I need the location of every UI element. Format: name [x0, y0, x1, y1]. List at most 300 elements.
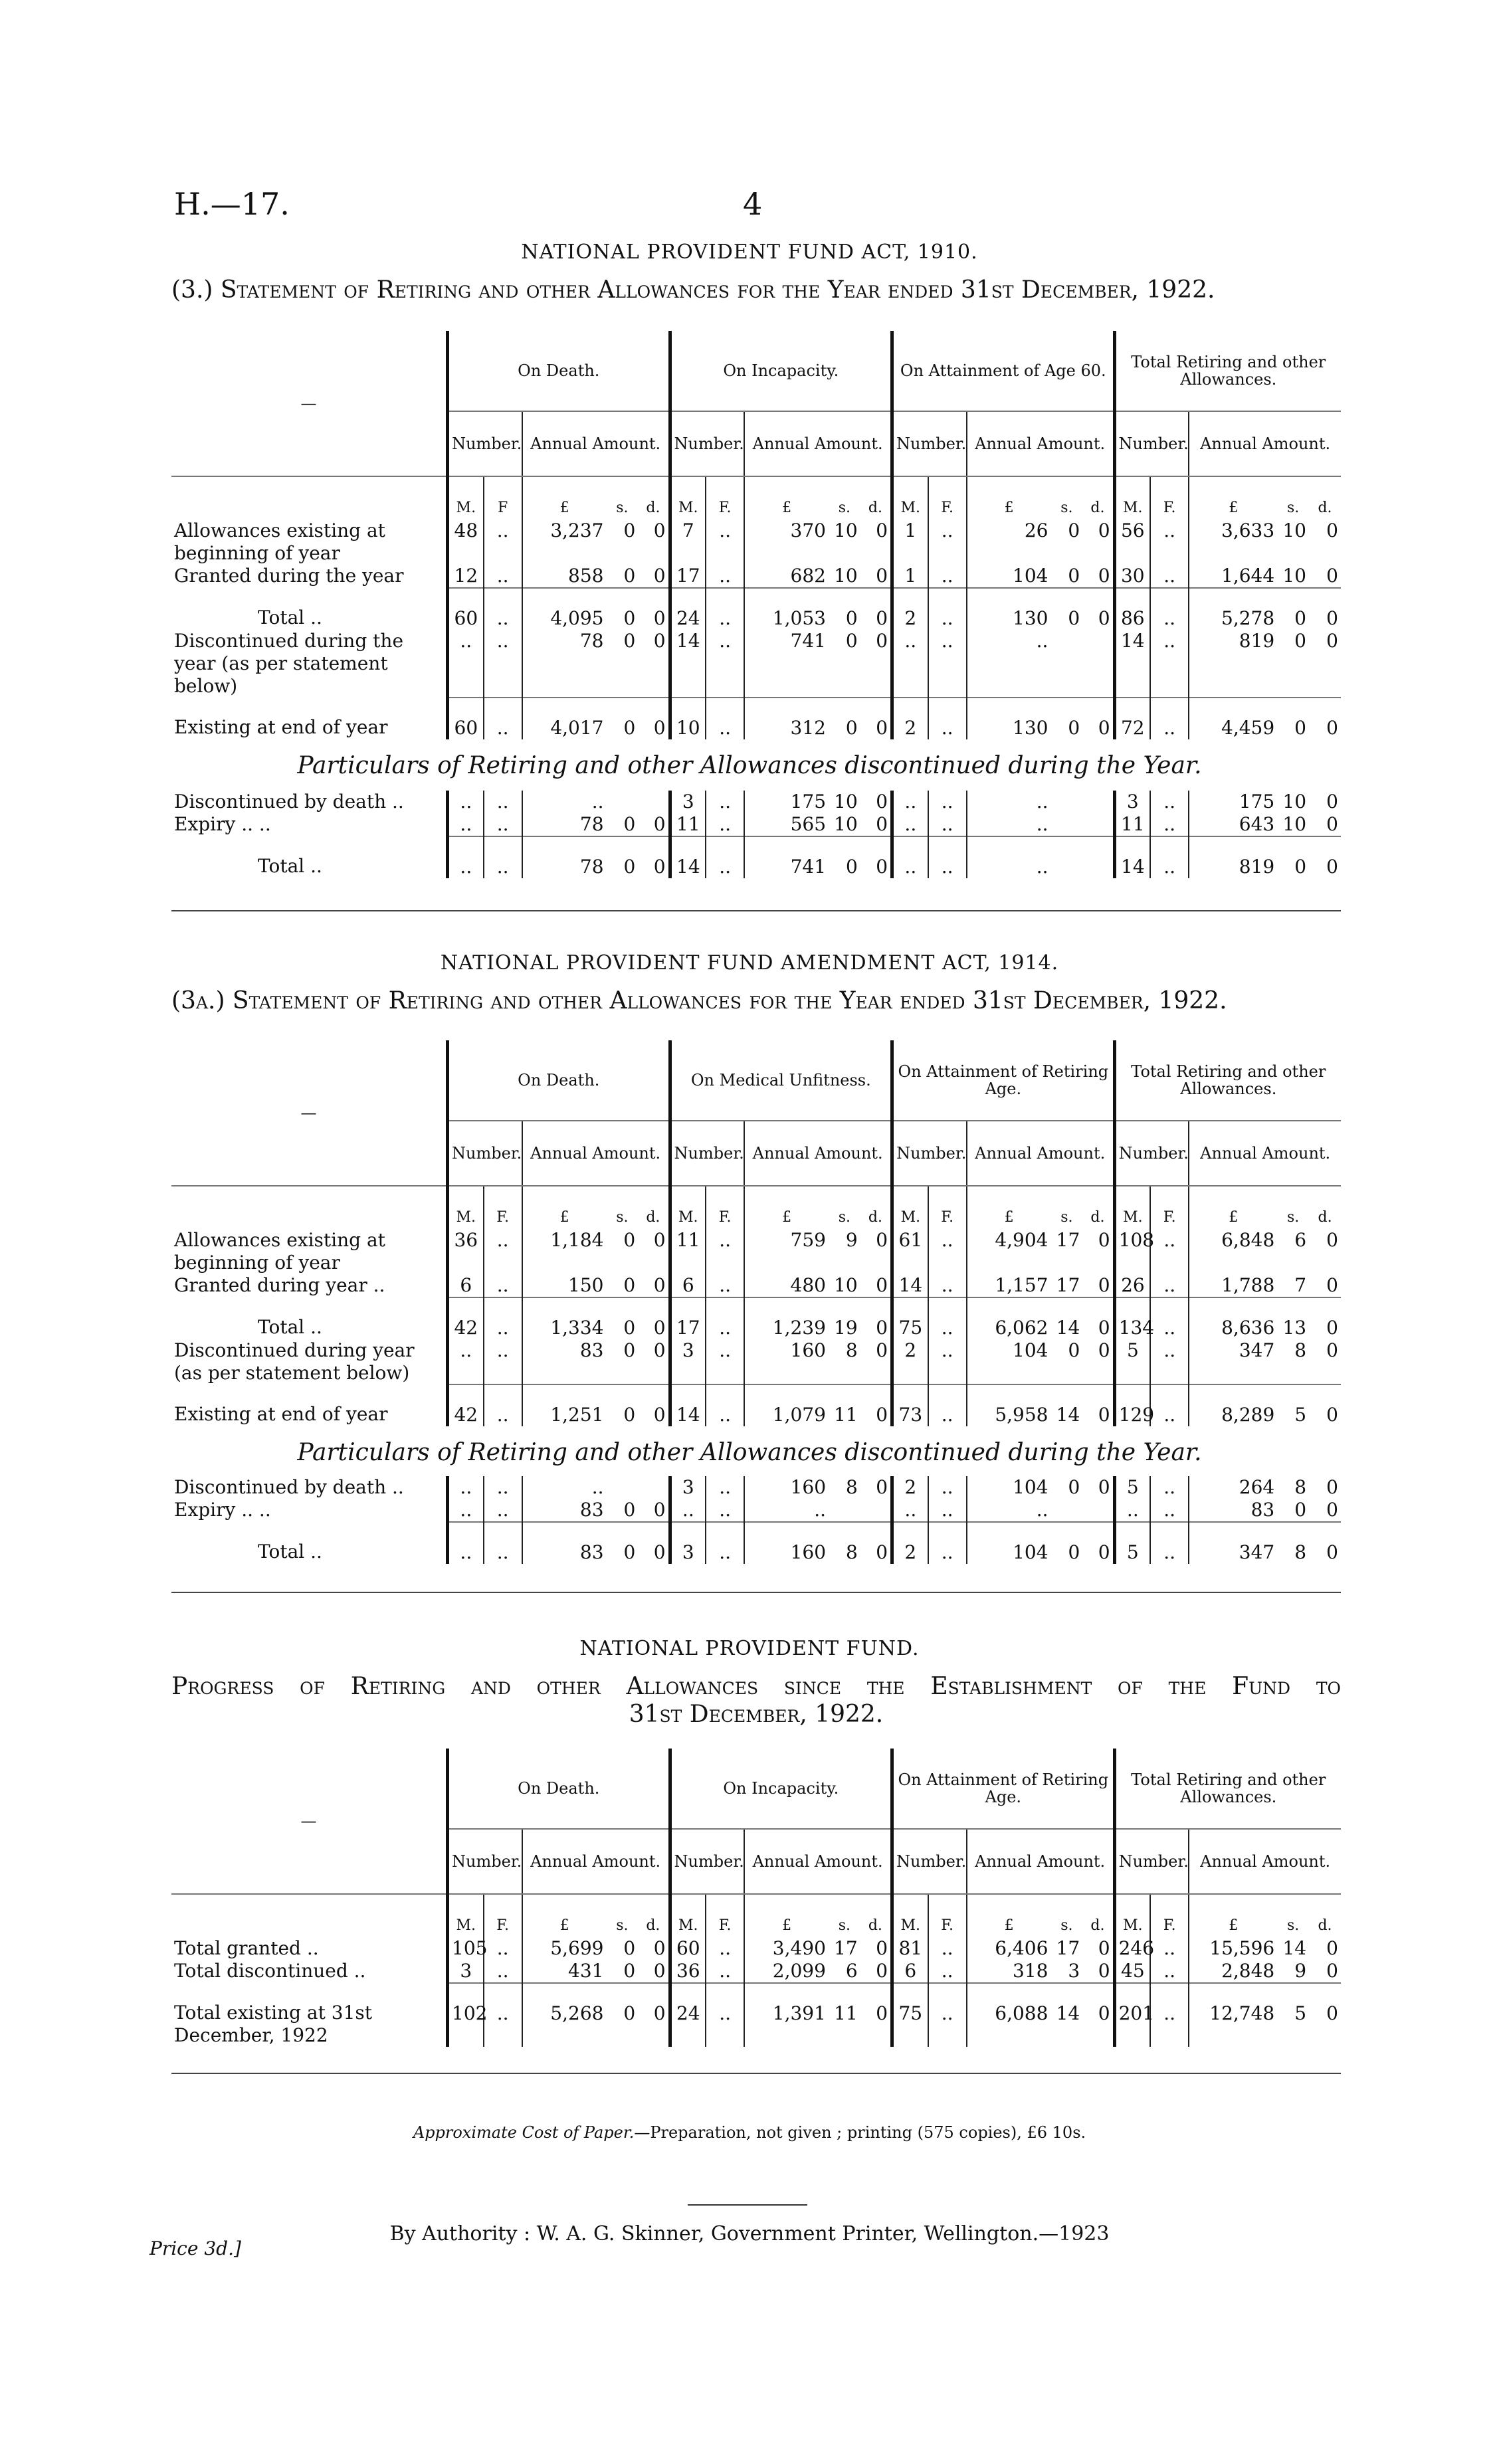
table-cell: ..	[1150, 1960, 1189, 1983]
table-cell: 6,848	[1189, 1229, 1277, 1274]
table-cell: 0	[653, 1499, 666, 1521]
group-header: Total Retiring and other Allowances.	[1114, 331, 1341, 411]
number-header: Number.	[1114, 411, 1189, 476]
table-row	[171, 1384, 1341, 1426]
table-cell: 0	[1326, 565, 1338, 587]
group-header: Total Retiring and other Allowances.	[1114, 1749, 1341, 1829]
spacer-cell	[1189, 1186, 1277, 1206]
table-cell: 1,157	[967, 1274, 1051, 1297]
table-cell: 0	[1068, 1339, 1080, 1361]
unit-label: M.	[448, 1206, 484, 1229]
table-cell: ..	[706, 588, 744, 630]
table-cell: ..	[448, 791, 484, 813]
table-cell: 42	[448, 1384, 484, 1426]
table-row	[171, 520, 1341, 565]
unit-label: d.	[868, 1917, 882, 1934]
amount-header: Annual Amount.	[1189, 1121, 1341, 1186]
table-cell: ..	[928, 1339, 967, 1384]
table-cell: 5	[1277, 1983, 1309, 2047]
cost-label: Approximate Cost of Paper.	[413, 2123, 635, 2142]
table-cell: 2	[892, 1476, 928, 1499]
table-cell: 0	[1098, 1937, 1110, 1959]
table-cell: 105	[448, 1937, 484, 1960]
table-cell: 1,053	[744, 588, 829, 630]
table-cell: 78	[522, 813, 607, 836]
group-header: Total Retiring and other Allowances.	[1114, 1040, 1341, 1121]
table-cell: 83	[522, 1499, 607, 1522]
table-cell: 0	[1098, 1339, 1110, 1361]
table-cell: 3	[670, 1522, 706, 1564]
table-cell: ..	[484, 1937, 522, 1960]
table-cell: 48	[448, 520, 484, 565]
amount-header: Annual Amount.	[744, 411, 892, 476]
table-cell: ..	[928, 520, 967, 565]
table-cell: ..	[928, 1274, 967, 1297]
table-cell: 17	[834, 1937, 858, 1959]
unit-label: s.	[616, 1917, 629, 1934]
table-cell: 19	[829, 1297, 860, 1339]
table-cell: 0	[606, 1983, 638, 2047]
authority-rule	[688, 2204, 807, 2206]
table-cell: 14	[1050, 1983, 1082, 2047]
unit-label: £	[522, 1206, 607, 1229]
table-cell: 5,699	[522, 1937, 607, 1960]
unit-label: £	[967, 1206, 1051, 1229]
table-cell: 0	[1082, 588, 1114, 630]
spacer-cell	[522, 1894, 607, 1915]
table-cell: 246	[1114, 1937, 1150, 1960]
table-cell: 0	[860, 698, 892, 739]
row-label: Total existing at 31st December, 1922	[174, 2002, 373, 2046]
table-cell	[638, 791, 670, 813]
table-cell: 4,459	[1189, 698, 1277, 739]
section-rule-1	[171, 910, 1341, 911]
table-cell: 17	[1056, 1229, 1080, 1251]
table-cell: 201	[1114, 1983, 1150, 2047]
table-cell: ..	[706, 1476, 744, 1499]
spacer-cell	[606, 476, 638, 497]
unit-label: F	[484, 497, 522, 520]
unit-label: F.	[928, 497, 967, 520]
table-row	[171, 588, 1341, 630]
table-cell: 26	[967, 520, 1051, 565]
group-header: On Medical Unfitness.	[670, 1040, 892, 1121]
act-heading-3: NATIONAL PROVIDENT FUND.	[579, 1637, 920, 1660]
number-header: Number.	[670, 411, 744, 476]
table-cell: 14	[1282, 1937, 1307, 1959]
table-cell: 0	[606, 588, 638, 630]
table-cell: 0	[1326, 520, 1338, 541]
table-row	[171, 791, 1341, 813]
table-cell: 83	[1189, 1499, 1277, 1522]
table-cell: ..	[706, 1384, 744, 1426]
table-cell: 5	[1277, 1384, 1309, 1426]
table-cell: ..	[892, 630, 928, 698]
table-cell: 8	[1294, 1476, 1307, 1498]
unit-label: F.	[928, 1206, 967, 1229]
table-cell	[1082, 813, 1114, 836]
table-cell: 0	[623, 1937, 636, 1959]
table-cell: 0	[1050, 698, 1082, 739]
table-row	[171, 1522, 1341, 1564]
table-cell: 130	[967, 588, 1051, 630]
table-cell	[1082, 630, 1114, 698]
table-cell: 0	[860, 1297, 892, 1339]
unit-label: M.	[670, 1206, 706, 1229]
table-cell: 1	[892, 565, 928, 588]
statement-title-1-text: (3.) Statement of Retiring and other Allowances for the Year ended 31st December, 1922.	[171, 276, 1215, 304]
table-cell: ..	[522, 1476, 607, 1499]
table-cell: ..	[967, 813, 1051, 836]
table-cell: ..	[484, 1960, 522, 1983]
unit-label: M.	[1114, 497, 1150, 520]
group-header: On Attainment of Retiring Age.	[892, 1040, 1115, 1121]
statement-title-1	[171, 276, 1341, 304]
table-cell: ..	[928, 1960, 967, 1983]
units-stub	[171, 1206, 448, 1229]
table-cell: 8	[845, 1476, 858, 1498]
table-cell: ..	[522, 791, 607, 813]
table-cell: 78	[522, 630, 607, 698]
spacer-cell	[892, 1894, 928, 1915]
cost-of-paper	[0, 2123, 1499, 2142]
table-cell: ..	[706, 791, 744, 813]
table-cell: 10	[1282, 791, 1307, 812]
table-cell: 1,644	[1189, 565, 1277, 588]
table-cell: 5,268	[522, 1983, 607, 2047]
spacer-cell	[606, 1186, 638, 1206]
spacer-cell	[706, 1894, 744, 1915]
table-cell: 0	[623, 1274, 636, 1296]
unit-label: £	[744, 497, 829, 520]
spacer-cell	[670, 476, 706, 497]
table-cell: 134	[1114, 1297, 1150, 1339]
table-cell: ..	[1150, 588, 1189, 630]
particulars-heading-1: Particulars of Retiring and other Allowances discontinued during the Year.	[297, 752, 1202, 779]
table-row	[171, 1339, 1341, 1384]
spacer-cell	[1309, 476, 1341, 497]
table-cell: ..	[706, 698, 744, 739]
table-cell: ..	[706, 1339, 744, 1384]
table-cell: ..	[1150, 791, 1189, 813]
spacer-cell	[522, 1186, 607, 1206]
table-cell: 14	[670, 630, 706, 698]
table-cell: 318	[967, 1960, 1051, 1983]
table-cell: ..	[484, 1297, 522, 1339]
table-cell: ..	[448, 1522, 484, 1564]
table-cell: 0	[1309, 836, 1341, 878]
table-cell: 1	[892, 520, 928, 565]
table-cell: 72	[1114, 698, 1150, 739]
table-cell: 0	[623, 1960, 636, 1982]
table-cell: ..	[928, 791, 967, 813]
progress-title-line-1	[171, 1673, 1341, 1700]
table-cell: 3	[448, 1960, 484, 1983]
spacer-cell	[1189, 1894, 1277, 1915]
table-cell: 5	[1114, 1522, 1150, 1564]
table-cell: ..	[706, 1960, 744, 1983]
table-cell: 8	[1277, 1522, 1309, 1564]
table-cell: 7	[1294, 1274, 1307, 1296]
spacer-cell	[967, 1186, 1051, 1206]
table-cell: ..	[484, 1499, 522, 1522]
stub-header: —	[171, 1749, 448, 1894]
table-statement-3	[171, 331, 1341, 739]
unit-label: s.	[838, 1917, 850, 1934]
table-cell: 759	[744, 1229, 829, 1274]
spacer-cell	[484, 1894, 522, 1915]
table-cell: ..	[928, 1499, 967, 1522]
group-header: On Incapacity.	[670, 1749, 892, 1829]
row-label: Discontinued during year (as per statement below)	[174, 1339, 415, 1384]
table-cell: 0	[1326, 1960, 1338, 1982]
table-cell: ..	[928, 836, 967, 878]
table-cell: 12	[448, 565, 484, 588]
table-cell: ..	[484, 1229, 522, 1274]
table-cell: 8,289	[1189, 1384, 1277, 1426]
table-cell: ..	[448, 1476, 484, 1499]
table-cell: 1,334	[522, 1297, 607, 1339]
table-cell: 0	[606, 1384, 638, 1426]
table-cell: 1,239	[744, 1297, 829, 1339]
spacer-cell	[1150, 1894, 1189, 1915]
table-cell: ..	[928, 565, 967, 588]
table-row	[171, 1983, 1341, 2047]
table-cell: ..	[967, 791, 1051, 813]
group-header: On Attainment of Retiring Age.	[892, 1749, 1115, 1829]
number-header: Number.	[670, 1829, 744, 1894]
unit-label: s.	[1286, 1917, 1300, 1934]
number-header: Number.	[448, 1829, 522, 1894]
table-cell: ..	[484, 588, 522, 630]
section-rule-3	[171, 2073, 1341, 2074]
table-cell	[829, 1499, 860, 1522]
table-cell: 0	[653, 1339, 666, 1361]
table-cell	[1051, 791, 1083, 813]
spacer-cell	[1114, 1894, 1150, 1915]
table-cell: 858	[522, 565, 607, 588]
table-cell: 11	[1114, 813, 1150, 836]
page-number: 4	[743, 186, 763, 222]
table-cell: ..	[1150, 813, 1189, 836]
table-cell: ..	[448, 813, 484, 836]
table-cell: 10	[834, 520, 858, 541]
unit-label: d.	[646, 500, 660, 516]
table-cell: 26	[1114, 1274, 1150, 1297]
spacer-cell	[1050, 1894, 1082, 1915]
table-cell: 2	[892, 1339, 928, 1384]
unit-label: F.	[484, 1206, 522, 1229]
spacer-cell	[638, 1894, 670, 1915]
table-cell: ..	[706, 630, 744, 698]
table-cell: 0	[1326, 791, 1338, 812]
table-cell: 8	[845, 1339, 858, 1361]
table-cell: 0	[653, 565, 666, 587]
row-label: Granted during the year	[174, 565, 404, 587]
table-row	[171, 1937, 1341, 1960]
number-header: Number.	[892, 411, 967, 476]
unit-label: s.	[1060, 1917, 1073, 1934]
row-label: Allowances existing at beginning of year	[174, 1229, 385, 1274]
table-cell: ..	[448, 630, 484, 698]
table-cell	[638, 1476, 670, 1499]
table-particulars-3	[171, 791, 1341, 878]
spacer-cell	[1114, 1186, 1150, 1206]
table-cell: ..	[706, 1229, 744, 1274]
table-cell: 160	[744, 1522, 829, 1564]
table-cell: ..	[928, 630, 967, 698]
row-label: Allowances existing at beginning of year	[174, 520, 385, 564]
table-cell: ..	[1150, 1937, 1189, 1960]
unit-label: d.	[1318, 500, 1332, 516]
units-row	[171, 497, 1341, 520]
table-cell: ..	[1150, 1983, 1189, 2047]
spacer-cell	[1082, 1186, 1114, 1206]
table-cell: 1,788	[1189, 1274, 1277, 1297]
unit-label: s.	[838, 1209, 850, 1226]
table-cell: 347	[1189, 1522, 1277, 1564]
table-cell: 6,406	[967, 1937, 1051, 1960]
group-header: On Death.	[448, 331, 670, 411]
table-cell: ..	[967, 1499, 1051, 1522]
spacer-cell	[1189, 476, 1277, 497]
amount-header: Annual Amount.	[744, 1829, 892, 1894]
table-cell: ..	[1150, 836, 1189, 878]
table-cell: ..	[484, 813, 522, 836]
table-cell: 17	[1056, 1274, 1080, 1296]
table-cell: 11	[670, 1229, 706, 1274]
table-cell: 0	[638, 588, 670, 630]
table-cell: ..	[1150, 565, 1189, 588]
table-cell: ..	[484, 1274, 522, 1297]
table-cell: ..	[484, 1476, 522, 1499]
unit-label: F.	[1150, 1915, 1189, 1937]
unit-label: d.	[1090, 1209, 1105, 1226]
table-cell: 3,237	[522, 520, 607, 565]
table-cell: 0	[1309, 1983, 1341, 2047]
table-row	[171, 565, 1341, 588]
table-cell: ..	[484, 630, 522, 698]
unit-label: £	[744, 1206, 829, 1229]
table-cell: 15,596	[1189, 1937, 1277, 1960]
table-cell: ..	[928, 1522, 967, 1564]
table-cell: 11	[670, 813, 706, 836]
table-cell: 0	[860, 836, 892, 878]
unit-label: s.	[1286, 500, 1300, 516]
table-cell: ..	[706, 1983, 744, 2047]
row-label: Total discontinued ..	[174, 1960, 366, 1982]
table-row	[171, 1476, 1341, 1499]
row-label: Discontinued by death ..	[174, 1476, 404, 1498]
table-cell: 73	[892, 1384, 928, 1426]
table-cell: ..	[892, 813, 928, 836]
table-cell: 643	[1189, 813, 1277, 836]
table-cell: ..	[928, 1476, 967, 1499]
table-cell: 0	[1098, 520, 1110, 541]
table-cell: 42	[448, 1297, 484, 1339]
table-cell: 45	[1114, 1960, 1150, 1983]
table-cell	[607, 791, 639, 813]
unit-label: d.	[1318, 1209, 1332, 1226]
table-cell: ..	[1150, 1522, 1189, 1564]
unit-label: d.	[868, 500, 882, 516]
table-cell: 17	[670, 1297, 706, 1339]
table-cell: 0	[1082, 1983, 1114, 2047]
unit-label: d.	[1090, 500, 1105, 516]
table-cell: 3	[670, 1339, 706, 1384]
table-cell: 9	[1294, 1960, 1307, 1982]
table-cell: 10	[834, 791, 858, 812]
table-cell: 0	[607, 1522, 639, 1564]
table-cell: 175	[744, 791, 829, 813]
table-cell: ..	[928, 698, 967, 739]
table-cell: 8	[1294, 1339, 1307, 1361]
table-cell: ..	[928, 1297, 967, 1339]
table-cell: 17	[1056, 1937, 1080, 1959]
table-cell: 565	[744, 813, 829, 836]
spacer-row	[171, 1186, 1341, 1206]
spacer-cell	[670, 1894, 706, 1915]
table-cell: 0	[638, 1522, 670, 1564]
spacer-cell	[860, 1186, 892, 1206]
table-cell	[1050, 630, 1082, 698]
unit-label: s.	[616, 500, 629, 516]
table-cell: 0	[638, 698, 670, 739]
table-cell: ..	[484, 1384, 522, 1426]
table-cell	[1051, 836, 1083, 878]
table-cell: 0	[1294, 1499, 1307, 1521]
table-cell: 10	[1282, 520, 1306, 541]
unit-label: d.	[1318, 1917, 1332, 1934]
table-cell: 0	[1082, 1384, 1114, 1426]
table-cell: 0	[829, 588, 860, 630]
table-cell: ..	[1150, 1274, 1189, 1297]
spacer-cell	[829, 1186, 860, 1206]
unit-label: s.	[1060, 1209, 1073, 1226]
table-cell: 0	[1309, 588, 1341, 630]
spacer-cell	[1277, 476, 1309, 497]
table-cell: 24	[670, 588, 706, 630]
table-cell	[860, 1499, 892, 1522]
table-cell: 0	[1326, 1937, 1338, 1959]
table-cell: 0	[876, 565, 888, 587]
unit-label: F.	[706, 497, 744, 520]
table-cell: 12,748	[1189, 1983, 1277, 2047]
table-cell: 0	[653, 1937, 666, 1959]
table-cell: ..	[706, 1937, 744, 1960]
table-cell: 2	[892, 1522, 928, 1564]
table-cell: ..	[1150, 698, 1189, 739]
unit-label: d.	[646, 1917, 660, 1934]
table-cell: 14	[1114, 836, 1150, 878]
spacer-cell	[744, 476, 829, 497]
table-cell: 56	[1114, 520, 1150, 565]
spacer-cell	[1051, 1186, 1083, 1206]
unit-label: s.	[838, 500, 850, 516]
amount-header: Annual Amount.	[522, 411, 670, 476]
unit-label: £	[522, 1915, 607, 1937]
table-cell: ..	[484, 1522, 522, 1564]
table-cell: 0	[1326, 1274, 1338, 1296]
spacer-cell	[744, 1186, 829, 1206]
table-cell: 1,079	[744, 1384, 829, 1426]
statement-title-2	[171, 987, 1341, 1014]
amount-header: Annual Amount.	[967, 411, 1114, 476]
table-cell: 0	[653, 630, 666, 652]
table-row	[171, 630, 1341, 698]
table-cell: 0	[1051, 1522, 1083, 1564]
spacer-cell	[1150, 476, 1189, 497]
